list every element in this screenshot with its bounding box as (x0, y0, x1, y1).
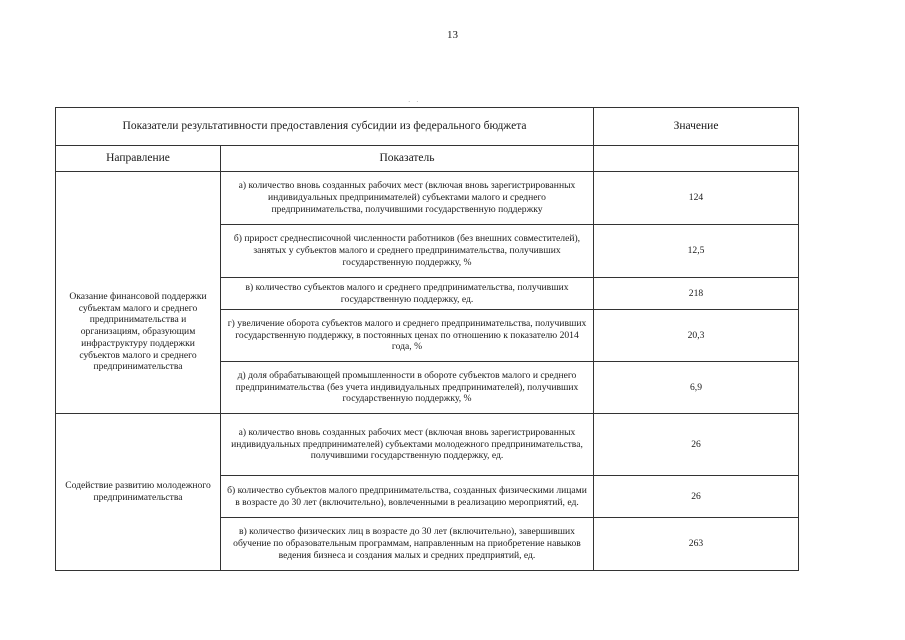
value-cell: 218 (594, 278, 799, 310)
value-cell: 6,9 (594, 362, 799, 414)
value-cell: 26 (594, 414, 799, 476)
value-column-subheader (594, 146, 799, 172)
indicator-cell: а) количество вновь созданных рабочих мест (включая вновь зарегистрированных индивидуальных предпринимателей) субъектами малого и среднего предпринимательства, получившими государственную поддержку (221, 172, 594, 225)
indicator-cell: г) увеличение оборота субъектов малого и среднего предпринимательства, получивших государственную поддержку, в постоянных ценах по отношению к показателю 2014 года, % (221, 310, 594, 362)
indicator-cell: д) доля обрабатывающей промышленности в обороте субъектов малого и среднего предпринимательства (без учета индивидуальных предпринимателей), получивших государственную поддержку, % (221, 362, 594, 414)
table-row (56, 172, 799, 225)
value-cell: 12,5 (594, 225, 799, 278)
value-cell: 26 (594, 476, 799, 518)
table-title: Показатели результативности предоставления субсидии из федерального бюджета (56, 108, 594, 146)
direction-text: Содействие развитию молодежного предпринимательства (65, 480, 211, 503)
value-column-header: Значение (594, 108, 799, 146)
table-header-row (56, 108, 799, 146)
direction-column-header: Направление (56, 146, 221, 172)
table-row (56, 414, 799, 476)
indicator-cell: а) количество вновь созданных рабочих мест (включая вновь зарегистрированных индивидуальных предпринимателей) субъектами молодежного предпринимательства, получившими государственную поддержку, ед. (221, 414, 594, 476)
indicator-cell: б) прирост среднесписочной численности работников (без внешних совместителей), занятых у субъектов малого и среднего предпринимательства, получивших государственную поддержку, % (221, 225, 594, 278)
page-number: 13 (447, 29, 458, 41)
direction-cell (56, 172, 221, 414)
scan-artifact: · · (408, 98, 421, 106)
indicator-column-header: Показатель (221, 146, 594, 172)
table-subheader-row (56, 146, 799, 172)
indicator-cell: в) количество физических лиц в возрасте до 30 лет (включительно), завершивших обучение по образовательным программам, направленным на приобретение навыков ведения бизнеса и создания малых и средних предприятий, ед. (221, 518, 594, 571)
indicator-cell: в) количество субъектов малого и среднего предпринимательства, получивших государственную поддержку, ед. (221, 278, 594, 310)
direction-cell (56, 414, 221, 571)
indicators-table (55, 107, 799, 571)
value-cell: 20,3 (594, 310, 799, 362)
value-cell: 263 (594, 518, 799, 571)
direction-text: Оказание финансовой поддержки субъектам малого и среднего предпринимательства и организациям, образующим инфраструктуру поддержки субъектов малого и среднего предпринимательства (69, 291, 207, 373)
indicator-cell: б) количество субъектов малого предпринимательства, созданных физическими лицами в возрасте до 30 лет (включительно), вовлеченными в реализацию мероприятий, ед. (221, 476, 594, 518)
value-cell: 124 (594, 172, 799, 225)
